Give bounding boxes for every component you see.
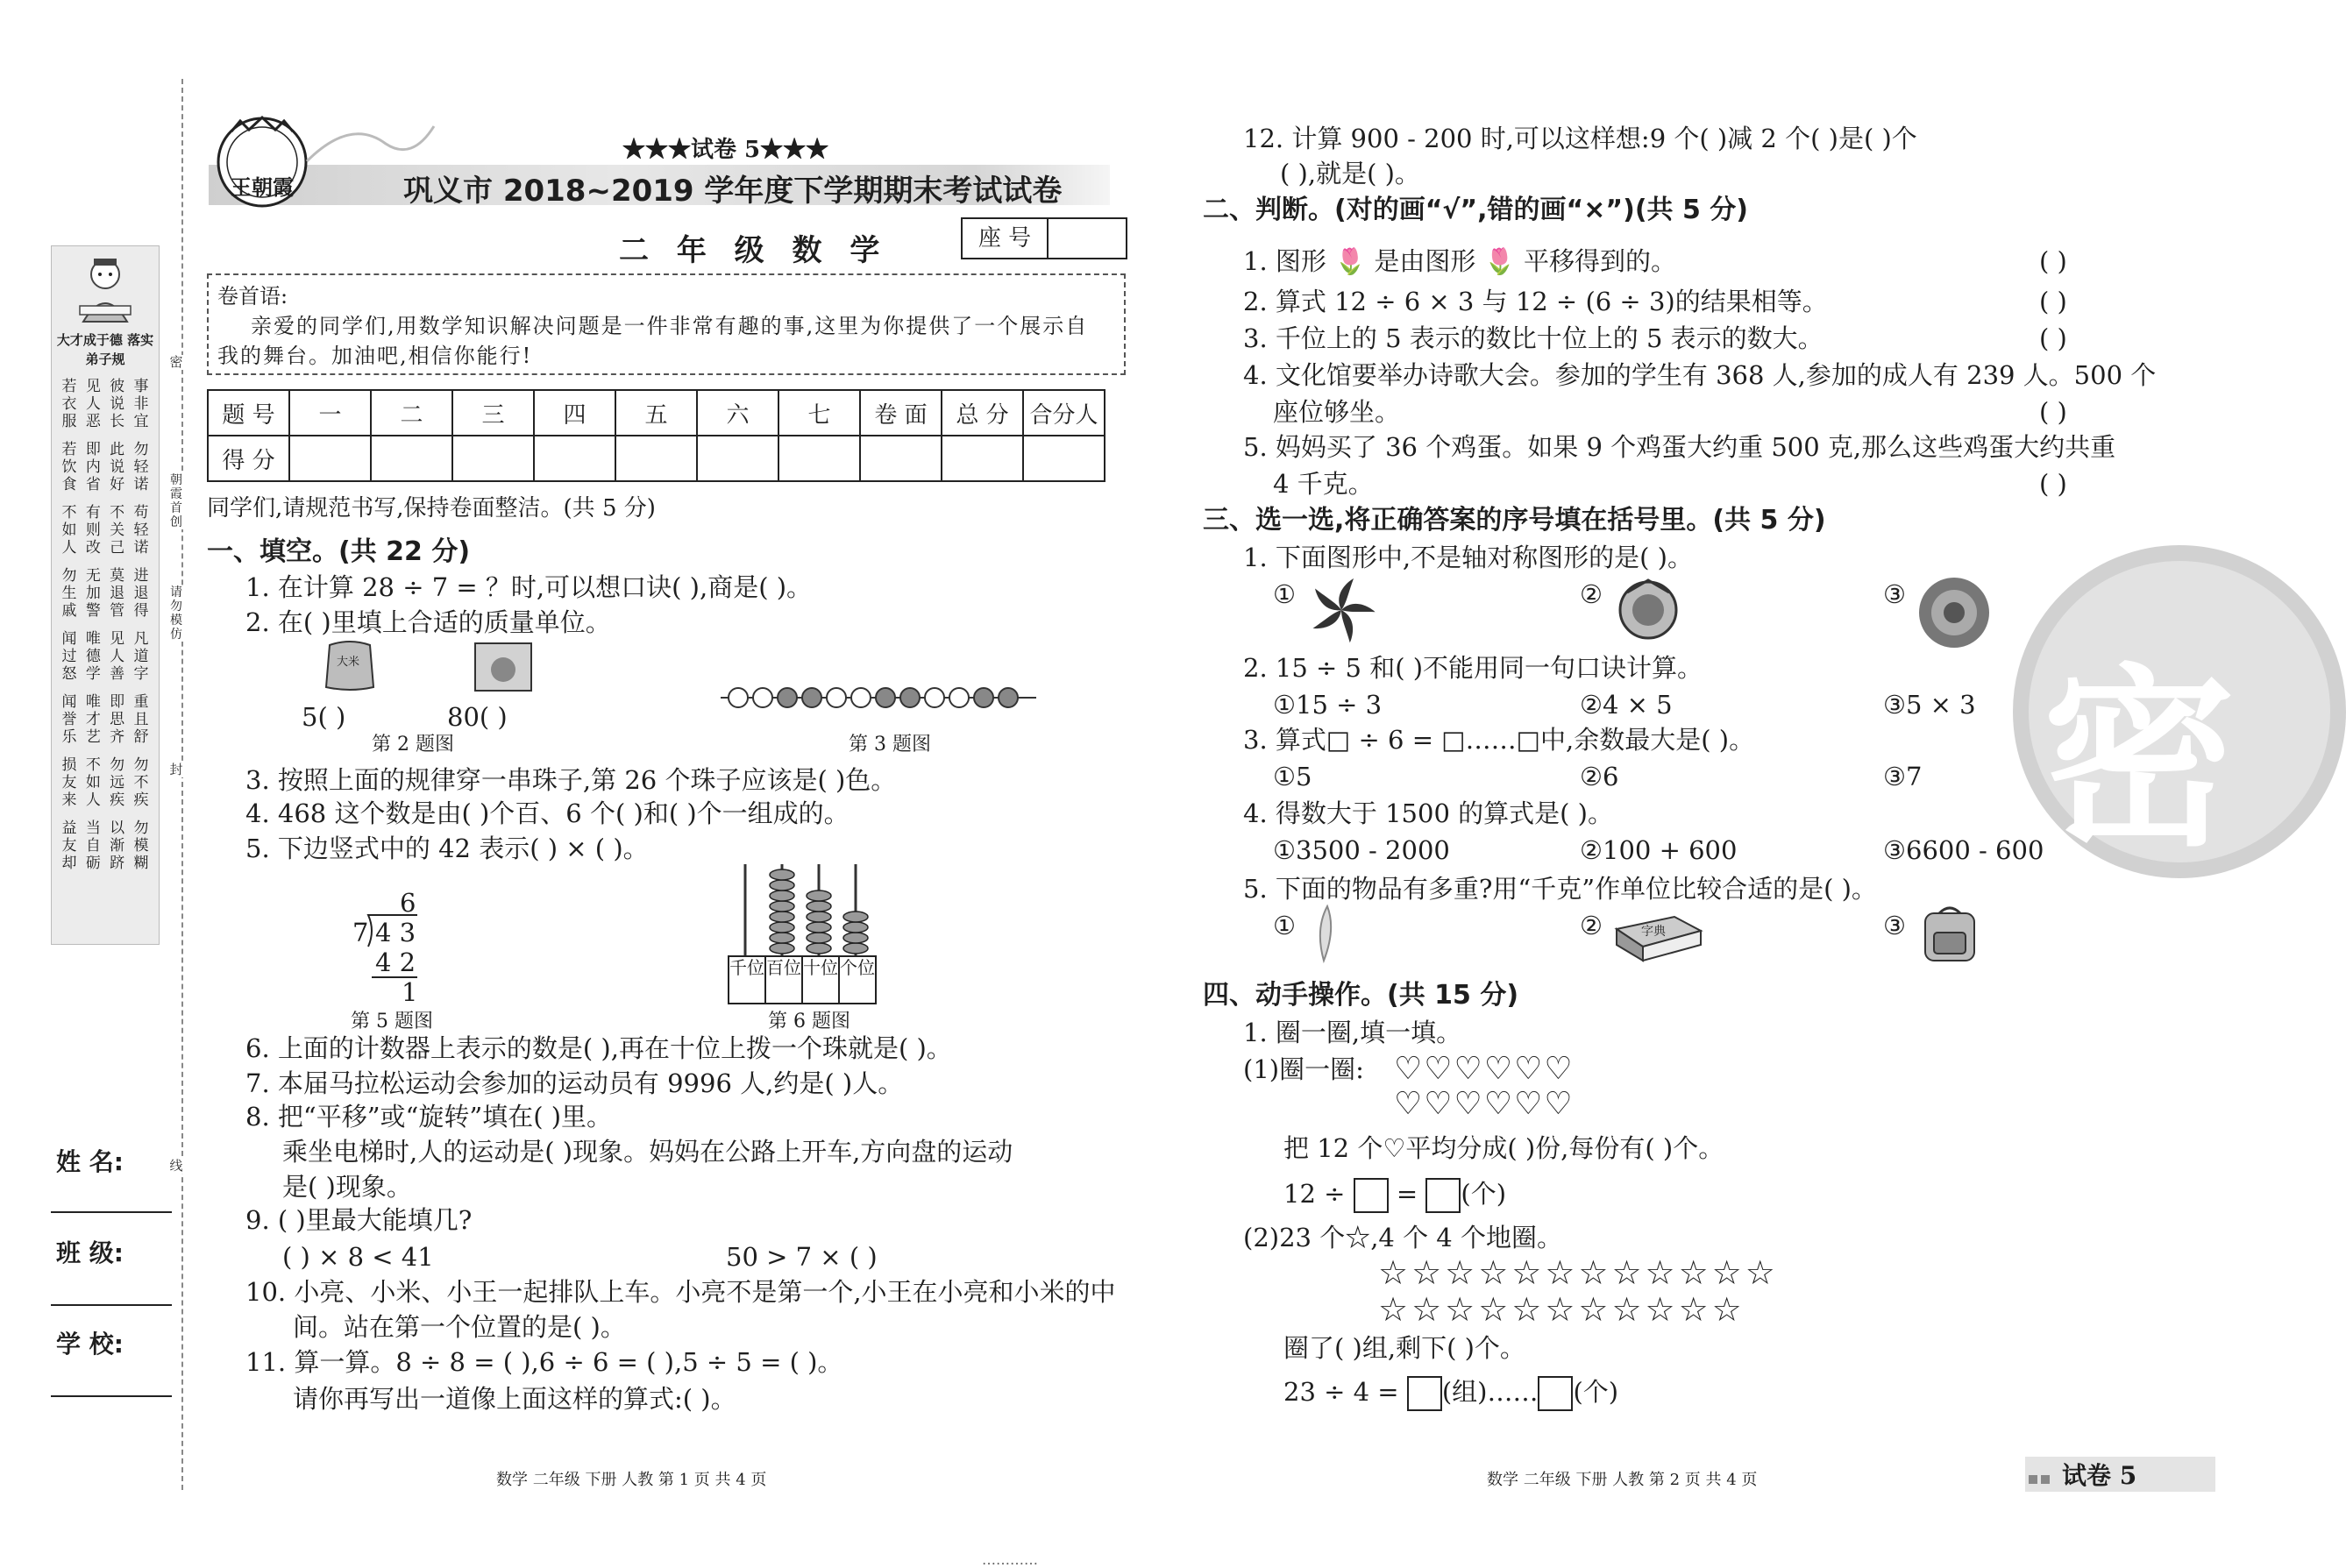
score-cell[interactable]	[778, 436, 860, 481]
motto-column: 唯才艺	[85, 693, 101, 746]
question-1-8-line-2: 是( )现象。	[282, 1172, 412, 1202]
motto-row	[60, 504, 150, 557]
judge-1-paren[interactable]: ( )	[2039, 246, 2067, 276]
score-head: 五	[615, 390, 697, 436]
question-1-2: 2. 在( )里填上合适的质量单位。	[245, 607, 611, 637]
bead-string	[721, 680, 1036, 715]
motto-column: 勿不疾	[133, 756, 149, 809]
binding-dashed-line	[181, 79, 183, 1490]
abacus-bead	[770, 922, 794, 933]
division-quotient: 6	[400, 888, 416, 918]
operation-1: 1. 圈一圈,填一填。	[1243, 1018, 1462, 1047]
class-label: 班 级:	[56, 1238, 124, 1267]
subject-title: 二 年 级 数 学	[619, 233, 889, 268]
seal-mark-1: 密	[165, 355, 188, 370]
hearts-row-2: ♡♡♡♡♡♡	[1394, 1086, 1575, 1122]
dictionary-label: 字典	[1641, 925, 1666, 939]
score-row-label: 得 分	[208, 436, 289, 481]
right-page-footer: 数学 二年级 下册 人教 第 2 页 共 4 页	[1487, 1471, 1758, 1489]
score-head: 二	[371, 390, 452, 436]
seat-label: 座 号	[963, 219, 1049, 258]
abacus-bead	[770, 933, 794, 943]
choice-2-opt-2: ②4 × 5	[1580, 690, 1673, 720]
question-1-3: 3. 按照上面的规律穿一串珠子,第 26 个珠子应该是( )色。	[245, 765, 897, 795]
preface-box	[207, 273, 1126, 375]
motto-column: 唯德学	[85, 630, 101, 683]
choice-3-opt-2: ②6	[1580, 762, 1619, 791]
question-1-11: 11. 算一算。8 ÷ 8 = ( ),6 ÷ 6 = ( ),5 ÷ 5 = ( )。	[245, 1347, 843, 1377]
question-1-10-line-2: 间。站在第一个位置的是( )。	[293, 1312, 626, 1342]
question-1-12-line-1: 12. 计算 900 - 200 时,可以这样想:9 个( )减 2 个( )是( )个	[1243, 124, 1917, 153]
equation-1	[1283, 1174, 1506, 1213]
abacus-bead	[843, 912, 868, 922]
abacus-bead	[843, 933, 868, 943]
question-1-1: 1. 在计算 28 ÷ 7 = ？时,可以想口诀( ),商是( )。	[245, 572, 813, 602]
judge-2: 2. 算式 12 ÷ 6 × 3 与 12 ÷ (6 ÷ 3)的结果相等。	[1243, 287, 1828, 316]
bead	[949, 688, 969, 707]
abacus-bead	[843, 922, 868, 933]
score-head: 四	[534, 390, 615, 436]
question-1-8-line-1: 乘坐电梯时,人的运动是( )现象。妈妈在公路上开车,方向盘的运动	[282, 1137, 1013, 1167]
motto-column: 若饮食	[61, 441, 77, 493]
score-cell[interactable]	[289, 436, 371, 481]
ribbon-bow	[298, 117, 438, 170]
place-thousands: 千位	[729, 957, 766, 1003]
section-1-heading: 一、填空。(共 22 分)	[207, 536, 471, 567]
choice-4: 4. 得数大于 1500 的算式是( )。	[1243, 798, 1613, 828]
motto-column: 勿轻诺	[133, 441, 149, 493]
seal-mark-2: 封	[165, 763, 188, 777]
preface-line-1: 亲爱的同学们,用数学知识解决问题是一件非常有趣的事,这里为你提供了一个展示自	[251, 314, 1089, 338]
score-head: 总 分	[942, 390, 1023, 436]
motto-panel	[51, 245, 160, 945]
motto-column: 苟轻诺	[133, 504, 149, 557]
motto-column: 不如人	[85, 756, 101, 809]
seal-mark-3: 线	[165, 1159, 188, 1174]
score-head: 一	[289, 390, 371, 436]
judge-5-paren[interactable]: ( )	[2039, 469, 2067, 499]
score-value-row	[208, 436, 1105, 481]
motto-column: 损友来	[61, 756, 77, 809]
judge-4-paren[interactable]: ( )	[2039, 397, 2067, 427]
caption-fig-5: 第 5 题图	[351, 1011, 433, 1032]
question-1-4: 4. 468 这个数是由( )个百、6 个( )和( )个一组成的。	[245, 798, 850, 828]
motto-column: 重且舒	[133, 693, 149, 746]
equation-1-unit: (个)	[1461, 1179, 1507, 1209]
score-head: 合分人	[1023, 390, 1105, 436]
motto-column: 若衣服	[61, 378, 77, 430]
score-cell[interactable]	[860, 436, 942, 481]
abacus-bead	[807, 912, 831, 922]
choice-1: 1. 下面图形中,不是轴对称图形的是( )。	[1243, 543, 1693, 572]
motto-row	[60, 630, 150, 683]
bead	[900, 688, 920, 707]
place-hundreds: 百位	[766, 957, 803, 1003]
corner-dots	[2029, 1471, 2053, 1487]
score-cell[interactable]	[615, 436, 697, 481]
choice-2: 2. 15 ÷ 5 和( )不能用同一句口诀计算。	[1243, 653, 1703, 683]
choice-2-opt-1: ①15 ÷ 3	[1273, 690, 1383, 720]
abacus-bead	[807, 933, 831, 943]
question-1-8: 8. 把“平移”或“旋转”填在( )里。	[245, 1102, 613, 1132]
motto-column: 勿模糊	[133, 819, 149, 872]
stars-row-2: ☆☆☆☆☆☆☆☆☆☆☆	[1378, 1290, 1745, 1329]
motto-column: 凡道字	[133, 630, 149, 683]
paper-tag: ★★★试卷 5★★★	[622, 137, 829, 163]
place-tens: 十位	[803, 957, 840, 1003]
score-table	[207, 389, 1105, 482]
bead	[925, 688, 944, 707]
judge-3: 3. 千位上的 5 表示的数比十位上的 5 表示的数大。	[1243, 323, 1823, 353]
question-1-7: 7. 本届马拉松运动会参加的运动员有 9996 人,约是( )人。	[245, 1068, 904, 1098]
judge-5-line-2: 4 千克。	[1273, 469, 1374, 499]
bead	[802, 688, 821, 707]
name-line[interactable]	[51, 1211, 172, 1213]
emblem-shape	[1613, 575, 1683, 645]
snack-bag-image	[472, 640, 535, 694]
question-1-9-b: 50 > 7 × ( )	[726, 1242, 878, 1272]
judge-4-line-2: 座位够坐。	[1273, 397, 1401, 427]
motto-column: 有则改	[85, 504, 101, 557]
score-cell[interactable]	[452, 436, 534, 481]
bead	[729, 688, 748, 707]
operation-1-1: (1)圈一圈:	[1243, 1054, 1364, 1084]
motto-column: 进退得	[133, 567, 149, 620]
stars-row-1: ☆☆☆☆☆☆☆☆☆☆☆☆	[1378, 1253, 1779, 1292]
choice-4-opt-3: ③6600 - 600	[1883, 835, 2044, 865]
section-2-heading: 二、判断。(对的画“√”,错的画“×”)(共 5 分)	[1203, 195, 1749, 225]
hearts-row-1: ♡♡♡♡♡♡	[1394, 1051, 1575, 1087]
q2-answer-b: 80( )	[447, 702, 508, 732]
place-ones: 个位	[840, 957, 875, 978]
choice-3-opt-1: ①5	[1273, 762, 1312, 791]
score-header-row	[208, 390, 1105, 436]
motto-column: 事非宜	[133, 378, 149, 430]
motto-row	[60, 819, 150, 872]
motto-column: 勿远疾	[110, 756, 125, 809]
binding-note-2: 请勿模仿	[167, 585, 186, 642]
motto-column: 以渐跻	[110, 819, 125, 872]
question-1-11-line-2: 请你再写出一道像上面这样的算式:( )。	[293, 1384, 736, 1414]
motto-column: 不如人	[61, 504, 77, 557]
choice-3: 3. 算式□ ÷ 6 = □……□中,余数最大是( )。	[1243, 725, 1755, 755]
preface-title: 卷首语:	[217, 284, 288, 309]
answer-box[interactable]	[1425, 1178, 1461, 1213]
answer-box[interactable]	[1407, 1376, 1442, 1411]
abacus-bead	[770, 901, 794, 912]
operation-1-2: (2)23 个☆,4 个 4 个地圈。	[1243, 1223, 1562, 1252]
motto-column: 无加警	[85, 567, 101, 620]
motto-column: 见人善	[110, 630, 125, 683]
class-line[interactable]	[51, 1304, 172, 1306]
question-1-6: 6. 上面的计数器上表示的数是( ),再在十位上拨一个珠就是( )。	[245, 1033, 952, 1063]
brand-name: 王朝霞	[231, 174, 294, 200]
judge-2-paren[interactable]: ( )	[2039, 287, 2067, 316]
score-cell[interactable]	[371, 436, 452, 481]
bead	[827, 688, 846, 707]
feather-image	[1306, 903, 1341, 964]
choice-1-mark-1: ①	[1273, 579, 1296, 609]
motto-row	[60, 756, 150, 809]
abacus-bead	[807, 890, 831, 901]
answer-box[interactable]	[1538, 1376, 1573, 1411]
bead	[999, 688, 1018, 707]
abacus-bead	[807, 922, 831, 933]
choice-5-mark-2: ②	[1580, 911, 1603, 940]
q2-answer-a: 5( )	[302, 702, 346, 732]
seat-number-box	[961, 217, 1127, 259]
motto-row	[60, 378, 150, 430]
score-cell[interactable]	[942, 436, 1023, 481]
operation-1-1-question: 把 12 个♡平均分成( )份,每份有( )个。	[1283, 1133, 1724, 1163]
binding-note-1: 朝霞首创	[167, 473, 186, 529]
score-head: 三	[452, 390, 534, 436]
choice-2-opt-3: ③5 × 3	[1883, 690, 1976, 720]
score-cell[interactable]	[534, 436, 615, 481]
backpack-image	[1916, 903, 1985, 964]
motto-column: 闻誉乐	[61, 693, 77, 746]
division-remainder: 1	[402, 977, 418, 1007]
choice-4-opt-2: ②100 + 600	[1580, 835, 1738, 865]
motto-column: 即内省	[85, 441, 101, 493]
equation-2	[1283, 1373, 1618, 1411]
motto-column: 彼说长	[110, 378, 125, 430]
equation-2-left: 23 ÷ 4 =	[1283, 1377, 1399, 1407]
abacus-bead	[807, 901, 831, 912]
handwriting-note: 同学们,请规范书写,保持卷面整洁。(共 5 分)	[207, 495, 656, 521]
abacus-bead	[807, 943, 831, 954]
operation-1-2-question: 圈了( )组,剩下( )个。	[1283, 1333, 1525, 1363]
answer-box[interactable]	[1354, 1178, 1389, 1213]
school-line[interactable]	[51, 1395, 172, 1397]
division-product: 4 2	[375, 947, 416, 977]
abacus-labels	[728, 955, 877, 1004]
motto-column: 此说好	[110, 441, 125, 493]
preface-line-2: 我的舞台。加油吧,相信你能行!	[217, 344, 533, 368]
motto-column: 莫退管	[110, 567, 125, 620]
rice-bag-label: 大米	[337, 656, 360, 669]
motto-row	[60, 441, 150, 493]
motto-column: 即思齐	[110, 693, 125, 746]
motto-column: 见人恶	[85, 378, 101, 430]
scholar-illustration	[75, 253, 136, 325]
question-1-12-line-2: ( ),就是( )。	[1280, 159, 1420, 188]
abacus-bead	[770, 869, 794, 880]
name-label: 姓 名:	[56, 1147, 124, 1176]
bead	[851, 688, 871, 707]
question-1-5: 5. 下边竖式中的 42 表示( ) × ( )。	[245, 834, 649, 863]
caption-fig-6: 第 6 题图	[768, 1011, 850, 1032]
choice-5-mark-1: ①	[1273, 911, 1296, 940]
caption-fig-2: 第 2 题图	[372, 734, 454, 756]
seat-field[interactable]	[1049, 219, 1126, 258]
division-divisor: 7	[352, 918, 369, 947]
seal-stamp-char: 密	[2043, 648, 2236, 872]
score-head: 七	[778, 390, 860, 436]
motto-row	[60, 567, 150, 620]
choice-5-mark-3: ③	[1883, 911, 1906, 940]
motto-column: 不关己	[110, 504, 125, 557]
bead	[753, 688, 772, 707]
bauhinia-shape	[1306, 575, 1376, 645]
equation-2-unit: (个)	[1573, 1377, 1619, 1407]
exam-title: 巩义市 2018~2019 学年度下学期期末考试试卷	[403, 174, 1063, 209]
equation-2-mid: (组)……	[1441, 1377, 1539, 1407]
motto-column: 闻过怒	[61, 630, 77, 683]
choice-4-opt-1: ①3500 - 2000	[1273, 835, 1450, 865]
choice-5: 5. 下面的物品有多重?用“千克”作单位比较合适的是( )。	[1243, 874, 1877, 904]
score-cell[interactable]	[1023, 436, 1105, 481]
flower-shape	[1916, 575, 1992, 650]
motto-row	[60, 693, 150, 746]
abacus-bead	[770, 912, 794, 922]
bead	[778, 688, 797, 707]
school-label: 学 校:	[56, 1330, 124, 1359]
bead	[876, 688, 895, 707]
score-head: 卷 面	[860, 390, 942, 436]
motto-column: 益友却	[61, 819, 77, 872]
question-1-9-a: ( ) × 8 < 41	[282, 1242, 434, 1272]
corner-tag: 试卷 5	[2062, 1461, 2137, 1490]
score-head: 题 号	[208, 390, 289, 436]
motto-head: 大才成于德 落实弟子规	[56, 332, 154, 367]
abacus-bead	[843, 943, 868, 954]
choice-1-mark-2: ②	[1580, 579, 1603, 609]
bead	[974, 688, 993, 707]
section-3-heading: 三、选一选,将正确答案的序号填在括号里。(共 5 分)	[1203, 505, 1826, 536]
caption-fig-3: 第 3 题图	[849, 734, 931, 756]
equation-1-equals: =	[1396, 1179, 1418, 1209]
motto-column: 勿生戚	[61, 567, 77, 620]
choice-1-mark-3: ③	[1883, 579, 1906, 609]
abacus-bead	[770, 890, 794, 901]
section-4-heading: 四、动手操作。(共 15 分)	[1203, 980, 1519, 1011]
judge-1: 1. 图形 🌷 是由图形 🌷 平移得到的。	[1243, 246, 1676, 276]
motto-grid	[60, 378, 150, 883]
left-page-footer: 数学 二年级 下册 人教 第 1 页 共 4 页	[496, 1471, 767, 1489]
question-1-10-line-1: 10. 小亮、小米、小王一起排队上车。小亮不是第一个,小王在小亮和小米的中	[245, 1277, 1116, 1307]
judge-3-paren[interactable]: ( )	[2039, 323, 2067, 353]
judge-4-line-1: 4. 文化馆要举办诗歌大会。参加的学生有 368 人,参加的成人有 239 人。500 个	[1243, 360, 2157, 390]
bottom-mark: …………	[982, 1551, 1038, 1568]
choice-3-opt-3: ③7	[1883, 762, 1923, 791]
abacus-bead	[770, 943, 794, 954]
division-dividend: 4 3	[375, 918, 416, 947]
equation-1-left: 12 ÷	[1283, 1179, 1346, 1209]
judge-5-line-1: 5. 妈妈买了 36 个鸡蛋。如果 9 个鸡蛋大约重 500 克,那么这些鸡蛋大约共重	[1243, 432, 2116, 462]
abacus-bead	[770, 880, 794, 890]
score-head: 六	[697, 390, 778, 436]
score-cell[interactable]	[697, 436, 778, 481]
question-1-9: 9. ( )里最大能填几?	[245, 1205, 473, 1235]
motto-column: 当自砺	[85, 819, 101, 872]
